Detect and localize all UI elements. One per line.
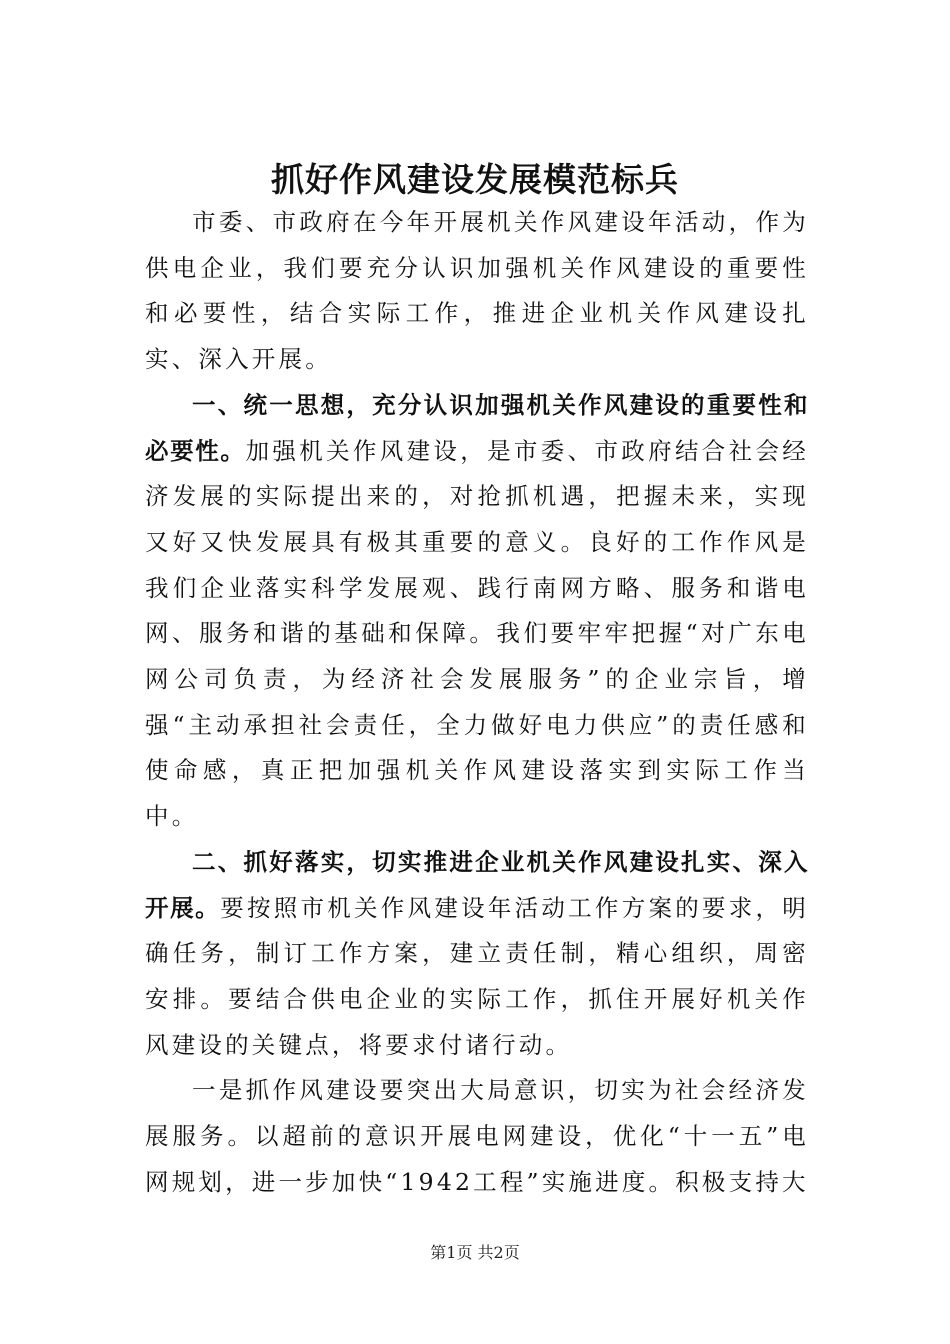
paragraph	[145, 1068, 809, 1205]
page-number: 第1页 共2页	[430, 1243, 520, 1262]
paragraph	[145, 383, 809, 840]
document-title: 抓好作风建设发展模范标兵	[271, 160, 679, 200]
paragraph	[145, 200, 809, 383]
paragraph	[145, 840, 809, 1069]
paragraph-text: 市委、市政府在今年开展机关作风建设年活动，作为供电企业，我们要充分认识加强机关作风建设的重要性和必要性，结合实际工作，推进企业机关作风建设扎实、深入开展。	[145, 208, 809, 374]
section-heading: 二、抓好落实，切实推进企业机关作风建设扎实、深入开展。	[145, 847, 809, 922]
paragraph-text: 要按照市机关作风建设年活动工作方案的要求，明确任务，制订工作方案，建立责任制，精心组织，周密安排。要结合供电企业的实际工作，抓住开展好机关作风建设的关键点，将要求付诸行动。	[145, 893, 809, 1059]
document-body	[145, 200, 809, 1205]
paragraph-text: 加强机关作风建设，是市委、市政府结合社会经济发展的实际提出来的，对抢抓机遇，把握未来，实现又好又快发展具有极其重要的意义。良好的工作作风是我们企业落实科学发展观、践行南网方略、服务和谐电网、服务和谐的基础和保障。我们要牢牢把握“对广东电网公司负责，为经济社会发展服务”的企业宗旨，增强“主动承担社会责任，全力做好电力供应”的责任感和使命感，真正把加强机关作风建设落实到实际工作当中。	[145, 436, 810, 831]
section-heading: 一、统一思想，充分认识加强机关作风建设的重要性和必要性。	[145, 390, 809, 465]
paragraph-text: 一是抓作风建设要突出大局意识，切实为社会经济发展服务。以超前的意识开展电网建设，优化“十一五”电网规划，进一步加快“1942工程”实施进度。积极支持大	[145, 1076, 809, 1196]
